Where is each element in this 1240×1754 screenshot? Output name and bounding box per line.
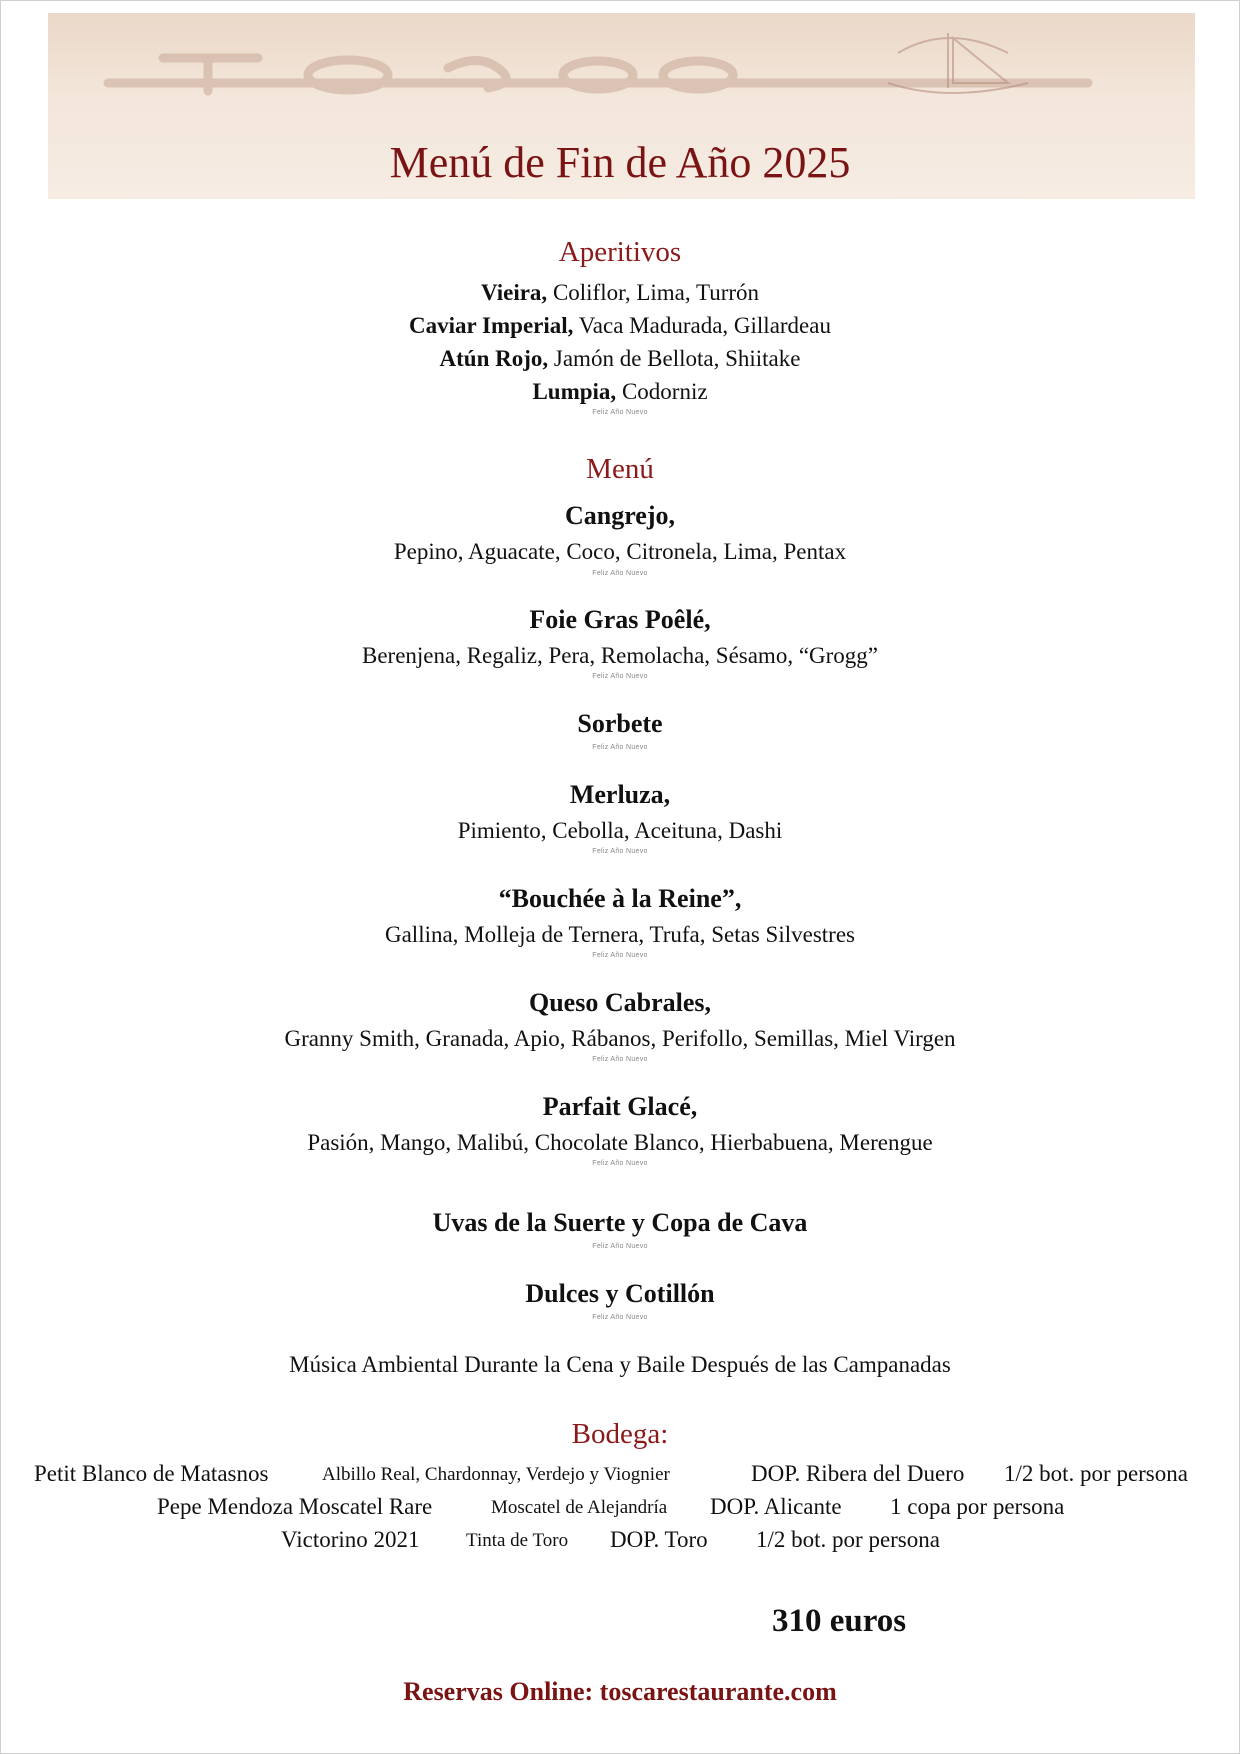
- aperitivo-name: Caviar Imperial,: [409, 313, 574, 338]
- price: 310 euros: [772, 1603, 907, 1639]
- page-title: Menú de Fin de Año 2025: [389, 138, 851, 187]
- aperitivo-desc: Coliflor, Lima, Turrón: [547, 280, 760, 305]
- wine-name: Pepe Mendoza Moscatel Rare: [157, 1494, 433, 1519]
- dish-name: Parfait Glacé,: [542, 1092, 698, 1121]
- wine-serving: 1/2 bot. por persona: [756, 1527, 940, 1552]
- dish-ingredients: Pimiento, Cebolla, Aceituna, Dashi: [457, 818, 783, 843]
- separator-text: Feliz Año Nuevo: [592, 570, 648, 577]
- bodega-heading: Bodega:: [571, 1418, 669, 1450]
- separator-text: Feliz Año Nuevo: [592, 1243, 648, 1250]
- aperitivo-item: [0, 379, 1240, 405]
- aperitivo-desc: Vaca Madurada, Gillardeau: [573, 313, 831, 338]
- dish-name: Merluza,: [569, 780, 671, 809]
- dish-ingredients: Pasión, Mango, Malibú, Chocolate Blanco, Hierbabuena, Merengue: [307, 1130, 933, 1155]
- dish-name: Cangrejo,: [564, 501, 675, 530]
- wine-serving: 1 copa por persona: [890, 1494, 1065, 1519]
- aperitivo-name: Lumpia,: [532, 379, 617, 404]
- wine-name: Petit Blanco de Matasnos: [34, 1461, 269, 1486]
- dish-ingredients: Granny Smith, Granada, Apio, Rábanos, Perifollo, Semillas, Miel Virgen: [284, 1026, 956, 1051]
- separator-text: Feliz Año Nuevo: [592, 1160, 648, 1167]
- dish-ingredients: Berenjena, Regaliz, Pera, Remolacha, Sésamo, “Grogg”: [361, 643, 879, 668]
- aperitivo-item: [0, 280, 1240, 306]
- wine-origin: DOP. Toro: [610, 1527, 708, 1552]
- menu-heading: Menú: [586, 453, 654, 485]
- dish-name: “Bouchée à la Reine”,: [498, 884, 742, 913]
- aperitivo-desc: Jamón de Bellota, Shiitake: [548, 346, 801, 371]
- wine-grapes: Moscatel de Alejandría: [491, 1497, 668, 1518]
- reservations-link[interactable]: Reservas Online: toscarestaurante.com: [403, 1677, 837, 1706]
- separator-text: Feliz Año Nuevo: [592, 848, 648, 855]
- dish-name: Sorbete: [577, 709, 663, 738]
- wine-row: [0, 1494, 1240, 1524]
- aperitivo-item: [0, 313, 1240, 339]
- dish-ingredients: Gallina, Molleja de Ternera, Trufa, Setas Silvestres: [384, 922, 855, 947]
- wine-grapes: Albillo Real, Chardonnay, Verdejo y Viognier: [322, 1464, 670, 1485]
- music-note: Música Ambiental Durante la Cena y Baile Después de las Campanadas: [289, 1352, 951, 1377]
- separator-text: Feliz Año Nuevo: [592, 673, 648, 680]
- wine-origin: DOP. Ribera del Duero: [751, 1461, 965, 1486]
- separator-text: Feliz Año Nuevo: [592, 409, 648, 416]
- aperitivo-name: Atún Rojo,: [439, 346, 549, 371]
- wine-grapes: Tinta de Toro: [466, 1530, 569, 1551]
- wine-row: [0, 1527, 1240, 1557]
- dish-name: Foie Gras Poêlé,: [529, 605, 711, 634]
- separator-text: Feliz Año Nuevo: [592, 1056, 648, 1063]
- separator-text: Feliz Año Nuevo: [592, 1314, 648, 1321]
- aperitivo-name: Vieira,: [480, 280, 548, 305]
- dish-ingredients: Pepino, Aguacate, Coco, Citronela, Lima, Pentax: [393, 539, 847, 564]
- aperitivo-desc: Codorniz: [616, 379, 708, 404]
- extra-item: Dulces y Cotillón: [525, 1279, 715, 1308]
- aperitivos-heading: Aperitivos: [558, 236, 682, 268]
- wine-row: [0, 1461, 1240, 1491]
- wine-name: Victorino 2021: [281, 1527, 420, 1552]
- separator-text: Feliz Año Nuevo: [592, 952, 648, 959]
- wine-origin: DOP. Alicante: [710, 1494, 842, 1519]
- separator-text: Feliz Año Nuevo: [592, 744, 648, 751]
- dish-name: Queso Cabrales,: [529, 988, 711, 1017]
- wine-serving: 1/2 bot. por persona: [1004, 1461, 1188, 1486]
- extra-item: Uvas de la Suerte y Copa de Cava: [432, 1208, 808, 1237]
- aperitivo-item: [0, 346, 1240, 372]
